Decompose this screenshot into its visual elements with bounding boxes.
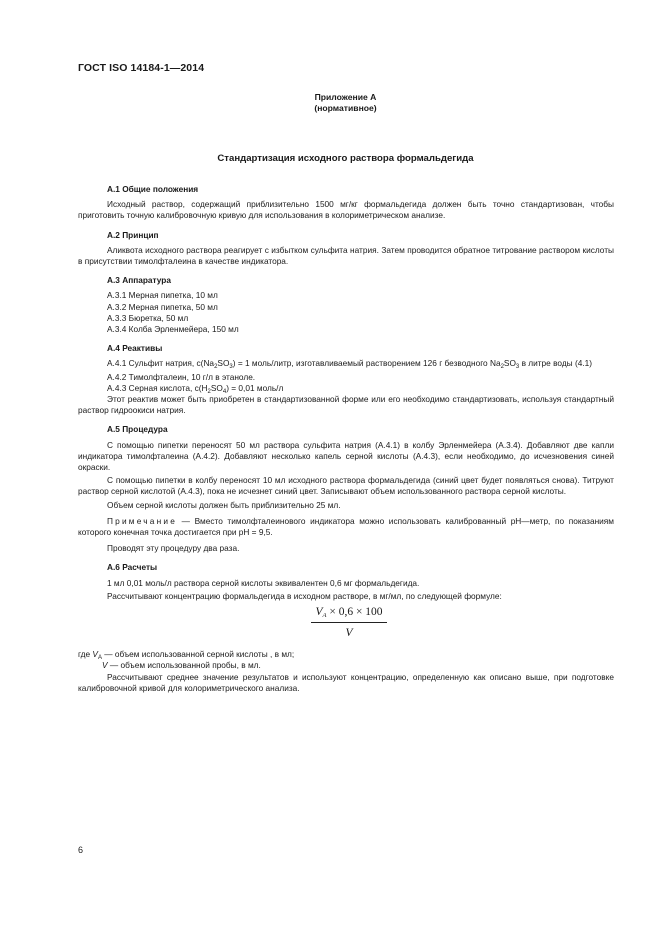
section-heading-a2: А.2 Принцип <box>107 229 159 240</box>
apparatus-item: А.3.2 Мерная пипетка, 50 мл <box>107 301 218 312</box>
formula-legend-v: V — объем использованной пробы, в мл. <box>102 660 261 671</box>
formula-denominator: V <box>345 627 353 640</box>
paragraph-a1: Исходный раствор, содержащий приблизительно 1500 мг/кг формальдегида должен быть точно стандартизован, чтобы приготовить точную калибровочную кривую для использования в колориметрическом анализе. <box>78 199 614 221</box>
annex-status: (нормативное) <box>314 103 377 113</box>
reagent-sodium-sulfite: А.4.1 Сульфит натрия, $c(Na_2SO_3) = 1$ моль/литр, изготавливаемый растворением 126 г безводного $Na_2SO_3$ в литре воды (4.1) <box>107 358 593 371</box>
formula-numerator: $V_A \times 0,6 \times 100$ <box>315 606 383 620</box>
calculation-paragraph: Рассчитывают концентрацию формальдегида в исходном растворе, в мг/мл, по следующей формуле: <box>107 590 502 601</box>
formula-fraction <box>311 605 387 640</box>
procedure-paragraph: С помощью пипетки в колбу переносят 10 мл исходного раствора формальдегида (синий цвет будет появляться снова). Титруют раствор серной кислотой (А.4.3), пока не исчезнет синий цвет. Записывают объем использованного раствора серной кислоты. <box>78 475 614 497</box>
document-title: Стандартизация исходного раствора формальдегида <box>217 153 474 164</box>
formula-legend-va: где $V_A$ — объем использованной серной кислоты , в мл; <box>78 649 295 662</box>
section-heading-a3: А.3 Аппаратура <box>107 275 171 286</box>
apparatus-item: А.3.1 Мерная пипетка, 10 мл <box>107 290 218 301</box>
section-heading-a1: А.1 Общие положения <box>107 184 199 194</box>
concentration-formula <box>78 605 614 645</box>
procedure-note: Примечание — Вместо тимолфталеинового индикатора можно использовать калиброванный pH—метр, по показаниям которого конечная точка достигается при pH = 9,5. <box>78 515 614 538</box>
section-heading-a4: А.4 Реактивы <box>107 343 163 354</box>
procedure-paragraph: Объем серной кислоты должен быть приблизительно 25 мл. <box>107 499 341 510</box>
calculation-paragraph: 1 мл 0,01 моль/л раствора серной кислоты эквивалентен 0,6 мг формальдегида. <box>107 577 420 588</box>
annex-label: Приложение А <box>314 92 377 102</box>
note-label: Примечание <box>107 515 178 526</box>
reagent-note: Этот реактив может быть приобретен в стандартизованной форме или его необходимо стандартизовать, используя стандартный раствор гидроокиси натрия. <box>78 394 614 416</box>
apparatus-item: А.3.4 Колба Эрленмейера, 150 мл <box>107 324 239 335</box>
reagent-thymolphthalein: А.4.2 Тимолфталеин, 10 г/л в этаноле. <box>107 371 256 382</box>
standard-designation: ГОСТ ISO 14184-1—2014 <box>78 62 205 74</box>
procedure-paragraph: Проводят эту процедуру два раза. <box>107 543 240 554</box>
calculation-paragraph: Рассчитывают среднее значение результатов и используют концентрацию, определенную как описано выше, при подготовке калибровочной кривой для колориметрического анализа. <box>78 671 614 693</box>
section-heading-a6: А.6 Расчеты <box>107 562 158 573</box>
reagent-sulfuric-acid: А.4.3 Серная кислота, $c(H_2SO_4) = 0,01$ моль/л <box>107 382 284 395</box>
page-number: 6 <box>78 845 84 855</box>
paragraph-a2: Аликвота исходного раствора реагирует с избытком сульфита натрия. Затем проводится обратное титрование раствором кислоты в присутствии тимолфталеина в качестве индикатора. <box>78 244 614 267</box>
apparatus-item: А.3.3 Бюретка, 50 мл <box>107 312 189 323</box>
document-body <box>78 184 614 696</box>
fraction-bar <box>311 622 387 623</box>
section-heading-a5: А.5 Процедура <box>107 424 168 435</box>
procedure-paragraph: С помощью пипетки переносят 50 мл раствора сульфита натрия (А.4.1) в колбу Эрленмейера (А.3.4). Добавляют две капли индикатора тимолфталеина (А.4.2). Добавляют несколько капель серной кислоты (А.4.3), если необходимо, до исчезновения синей окраски. <box>78 439 614 473</box>
